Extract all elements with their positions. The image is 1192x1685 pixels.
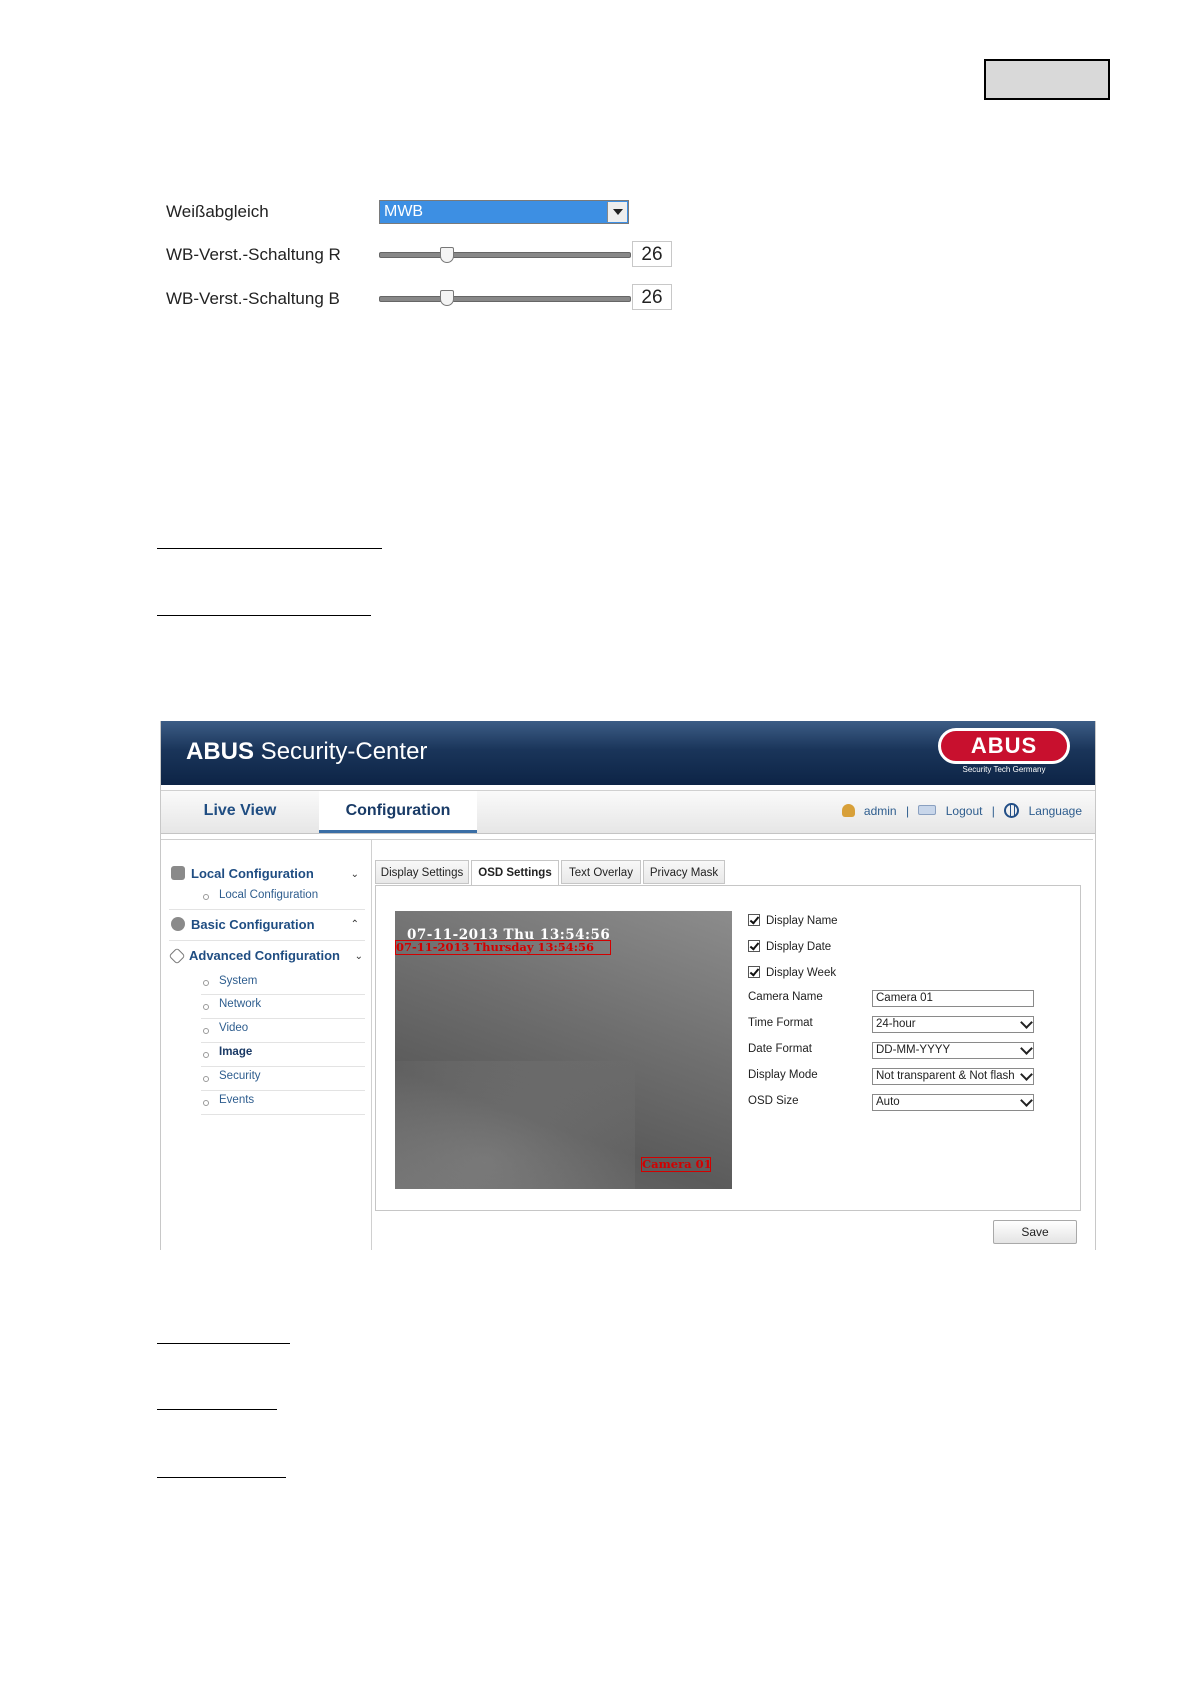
app-title: ABUS Security-Center [186, 738, 428, 765]
divider [169, 909, 365, 910]
wb-gain-b-value[interactable]: 26 [632, 284, 672, 310]
display-mode-label: Display Mode [748, 1069, 818, 1081]
sidebar-advanced-configuration[interactable]: Advanced Configuration [171, 948, 340, 963]
sidebar [161, 840, 372, 1250]
osd-camera-name-box[interactable]: Camera 01 [642, 1157, 712, 1171]
heading-underline-5 [157, 1477, 286, 1478]
wb-gain-b-slider-handle[interactable] [440, 290, 454, 306]
config-frame [161, 839, 1093, 1250]
nav-separator: | [991, 804, 995, 818]
preview-shading [395, 1061, 635, 1189]
wrench-icon [169, 948, 186, 965]
divider [201, 1018, 365, 1019]
wb-gain-r-slider[interactable] [379, 252, 631, 258]
chevron-up-icon[interactable]: ⌃ [350, 919, 359, 930]
nav-separator: | [905, 804, 910, 818]
divider [201, 1066, 365, 1067]
chevron-down-icon [1020, 1068, 1033, 1081]
globe-icon[interactable] [1004, 803, 1019, 818]
sidebar-item-system[interactable]: System [219, 975, 258, 987]
chevron-down-icon[interactable] [607, 202, 627, 222]
username: admin [863, 804, 897, 818]
wb-gain-r-slider-handle[interactable] [440, 247, 454, 263]
white-balance-value: MWB [384, 203, 424, 220]
divider [201, 1042, 365, 1043]
divider [201, 1090, 365, 1091]
bullet-icon [203, 1076, 209, 1082]
page-corner-box [984, 59, 1110, 100]
sidebar-item-network[interactable]: Network [219, 998, 262, 1010]
tab-display-settings[interactable]: Display Settings [375, 860, 469, 884]
sidebar-item-local-configuration[interactable]: Local Configuration [219, 889, 319, 901]
sidebar-item-events[interactable]: Events [219, 1094, 255, 1106]
white-balance-label: Weißabgleich [166, 202, 269, 221]
time-format-select[interactable]: 24-hour [872, 1016, 1034, 1033]
display-week-option[interactable]: Display Week [748, 966, 836, 979]
heading-underline-2 [157, 615, 371, 616]
osd-size-label: OSD Size [748, 1095, 799, 1107]
abus-logo-mark: ABUS [938, 728, 1070, 764]
abus-logo-tagline: Security Tech Germany [962, 765, 1046, 774]
sidebar-local-configuration[interactable]: Local Configuration [171, 866, 314, 881]
bullet-icon [203, 1052, 209, 1058]
sidebar-item-image[interactable]: Image [219, 1046, 253, 1058]
display-date-option[interactable]: Display Date [748, 940, 831, 953]
gear-icon [171, 917, 185, 931]
time-format-label: Time Format [748, 1017, 813, 1029]
heading-underline-4 [157, 1409, 277, 1410]
osd-date-box[interactable]: 07-11-2013 Thursday 13:54:56 [395, 940, 611, 955]
header-banner [161, 721, 1095, 785]
tab-configuration[interactable]: Configuration [319, 791, 477, 833]
wb-gain-r-label: WB-Verst.-Schaltung R [166, 245, 341, 264]
chevron-down-icon[interactable]: ⌄ [350, 869, 359, 880]
bullet-icon [203, 980, 209, 986]
sidebar-item-video[interactable]: Video [219, 1022, 249, 1034]
language-link[interactable]: Language [1028, 804, 1082, 818]
bullet-icon [203, 1028, 209, 1034]
display-week-checkbox[interactable] [748, 966, 760, 978]
logout-icon[interactable] [918, 805, 936, 815]
security-center-screenshot [160, 721, 1096, 1250]
tab-text-overlay[interactable]: Text Overlay [561, 860, 641, 884]
sidebar-basic-configuration[interactable]: Basic Configuration [171, 917, 315, 932]
display-mode-select[interactable]: Not transparent & Not flash [872, 1068, 1034, 1085]
tab-osd-settings[interactable]: OSD Settings [471, 860, 559, 886]
heading-underline-1 [157, 548, 382, 549]
tab-live-view[interactable]: Live View [203, 802, 277, 819]
wb-gain-b-slider[interactable] [379, 296, 631, 302]
abus-logo [938, 728, 1070, 776]
bullet-icon [203, 1100, 209, 1106]
chevron-down-icon[interactable]: ⌄ [354, 951, 363, 962]
logout-link[interactable]: Logout [945, 804, 983, 818]
sidebar-item-security[interactable]: Security [219, 1070, 261, 1082]
white-balance-select[interactable] [379, 200, 629, 224]
display-name-checkbox[interactable] [748, 914, 760, 926]
wb-gain-r-value[interactable]: 26 [632, 241, 672, 267]
osd-size-select[interactable]: Auto [872, 1094, 1034, 1111]
bullet-icon [203, 1004, 209, 1010]
display-name-option[interactable]: Display Name [748, 914, 838, 927]
chevron-down-icon [1020, 1042, 1033, 1055]
user-icon [842, 804, 855, 817]
bullet-icon [203, 894, 209, 900]
camera-preview[interactable] [395, 911, 732, 1189]
chevron-down-icon [1020, 1016, 1033, 1029]
divider [169, 940, 365, 941]
camera-name-label: Camera Name [748, 991, 823, 1003]
main-nav [161, 790, 1095, 834]
divider [201, 994, 365, 995]
wb-gain-b-label: WB-Verst.-Schaltung B [166, 289, 340, 308]
date-format-label: Date Format [748, 1043, 812, 1055]
osd-settings-panel [375, 885, 1081, 1211]
divider [201, 1114, 365, 1115]
osd-datetime-overlay: 07-11-2013 Thu 13:54:56 [407, 927, 611, 943]
tab-privacy-mask[interactable]: Privacy Mask [643, 860, 725, 884]
display-date-checkbox[interactable] [748, 940, 760, 952]
camera-name-input[interactable]: Camera 01 [872, 990, 1034, 1007]
heading-underline-3 [157, 1343, 290, 1344]
monitor-icon [171, 866, 185, 880]
date-format-select[interactable]: DD-MM-YYYY [872, 1042, 1034, 1059]
chevron-down-icon [1020, 1094, 1033, 1107]
save-button[interactable]: Save [993, 1220, 1077, 1244]
user-menu [839, 803, 1085, 818]
